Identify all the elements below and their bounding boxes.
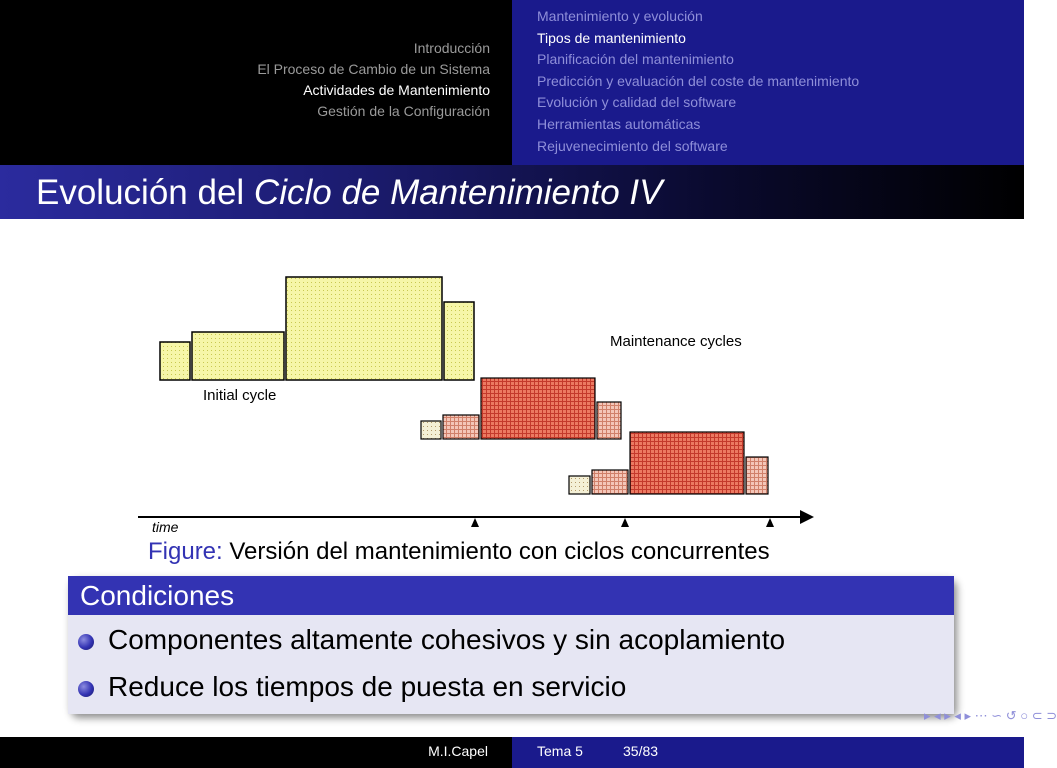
- initial-phase-2: [192, 332, 284, 380]
- subsection-link-2[interactable]: Planificación del mantenimiento: [537, 51, 734, 68]
- maint1-phase-4: [597, 402, 621, 439]
- maint2-phase-3: [630, 432, 744, 494]
- section-link-intro[interactable]: Introducción: [413, 40, 490, 56]
- section-link-configuration[interactable]: Gestión de la Configuración: [317, 103, 490, 119]
- bullet-icon: [78, 634, 94, 650]
- header-sections-panel: [0, 0, 512, 165]
- subsection-link-3[interactable]: Predicción y evaluación del coste de mantenimiento: [537, 72, 860, 89]
- maint1-phase-1: [421, 421, 441, 439]
- release-marker-2: [621, 518, 629, 527]
- initial-cycle-label: Initial cycle: [203, 387, 277, 404]
- footer-left: [0, 737, 512, 768]
- footer-page-number: 35/83: [623, 743, 659, 759]
- figure-caption: [148, 538, 770, 566]
- footer-talk-title: Tema 5: [537, 743, 583, 759]
- maint1-phase-2: [443, 415, 479, 439]
- subsection-link-4[interactable]: Evolución y calidad del software: [537, 94, 737, 111]
- maintenance-cycles-figure: [130, 265, 830, 545]
- maint2-phase-1: [569, 476, 590, 494]
- initial-phase-1: [160, 342, 190, 380]
- initial-phase-4: [444, 302, 474, 380]
- frame-title: [36, 173, 662, 213]
- release-marker-1: [471, 518, 479, 527]
- time-axis-label: time: [152, 519, 179, 535]
- time-axis-arrowhead: [800, 510, 814, 524]
- subsection-link-6[interactable]: Rejuvenecimiento del software: [537, 137, 728, 154]
- condition-item-text: Reduce los tiempos de puesta en servicio: [108, 671, 627, 702]
- section-link-change-process[interactable]: El Proceso de Cambio de un Sistema: [257, 61, 490, 77]
- maintenance-cycles-label: Maintenance cycles: [610, 333, 742, 350]
- condition-item: [108, 624, 785, 656]
- conditions-block-body: [68, 615, 954, 714]
- frame-title-italic: Ciclo de Mantenimiento IV: [253, 173, 663, 212]
- subsection-link-1[interactable]: Tipos de mantenimiento: [537, 29, 686, 46]
- conditions-block-title: Condiciones: [68, 576, 954, 615]
- release-marker-3: [766, 518, 774, 527]
- condition-item-text: Componentes altamente cohesivos y sin acoplamiento: [108, 624, 786, 655]
- footer-right: [512, 737, 1024, 768]
- subsection-link-0[interactable]: Mantenimiento y evolución: [537, 8, 703, 24]
- maint1-phase-3: [481, 378, 595, 439]
- header-subsections-panel: [512, 0, 1024, 165]
- maint2-phase-4: [746, 457, 768, 494]
- condition-item: [108, 671, 626, 703]
- figure-caption-text: Versión del mantenimiento con ciclos concurrentes: [229, 538, 770, 565]
- section-navigation: [257, 38, 490, 122]
- figure-caption-label: Figure:: [148, 538, 223, 565]
- initial-phase-3: [286, 277, 442, 380]
- bullet-icon: [78, 681, 94, 697]
- frame-title-bar: [0, 165, 1024, 219]
- frame-title-prefix: Evolución del: [36, 173, 254, 212]
- conditions-block: [68, 576, 954, 714]
- section-link-maintenance-activities[interactable]: Actividades de Mantenimiento: [303, 82, 490, 98]
- subsection-link-5[interactable]: Herramientas automáticas: [537, 115, 701, 132]
- maint2-phase-2: [592, 470, 628, 494]
- subsection-navigation: [537, 6, 859, 157]
- beamer-navigation-icons[interactable]: ▸ ◂ ▸ ◂ ▸ ⋯ ∽ ↺ ○ ⊂ ⊃: [924, 708, 1057, 723]
- footer-author: M.I.Capel: [428, 743, 488, 759]
